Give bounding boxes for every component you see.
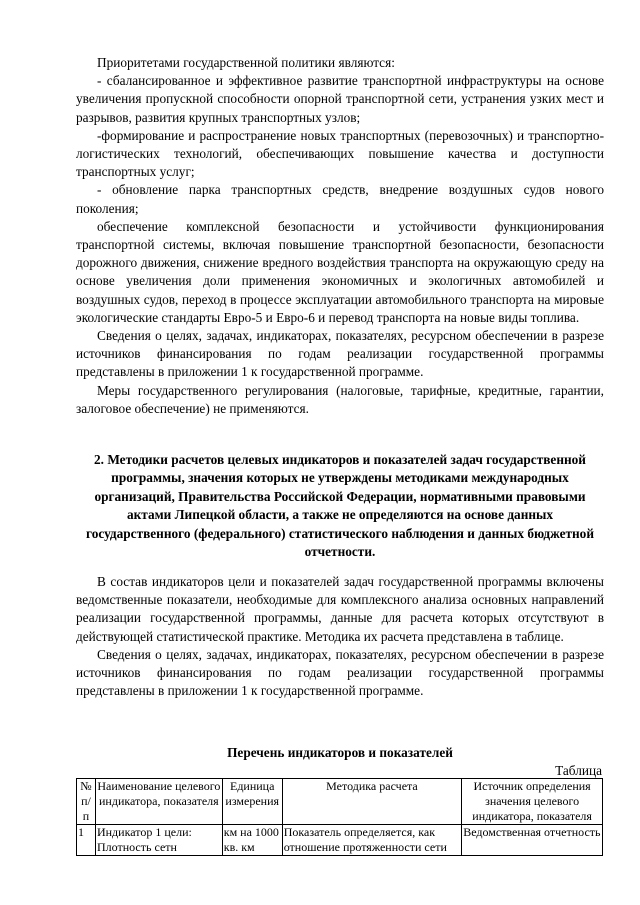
header-number: № п/п bbox=[77, 779, 96, 825]
paragraph: - сбалансированное и эффективное развитие транспортной инфраструктуры на основе увеличения пропускной способности опорной транспортной сети, устранения узких мест и разрывов, развития крупных транспортных узлов; bbox=[76, 73, 604, 125]
table-label: Таблица bbox=[555, 763, 602, 778]
methodology-section bbox=[76, 573, 604, 700]
header-unit: Единица измерения bbox=[222, 779, 282, 825]
header-source: Источник определения значения целевого индикатора, показателя bbox=[462, 779, 603, 825]
table-title: Перечень индикаторов и показателей bbox=[227, 745, 453, 760]
header-name: Наименование целевого индикатора, показателя bbox=[95, 779, 222, 825]
paragraph: Сведения о целях, задачах, индикаторах, показателях, ресурсном обеспечении в разрезе источников финансирования по годам реализации государственной программы представлены в приложении 1 к государственной программе. bbox=[76, 328, 604, 380]
priorities-section bbox=[76, 54, 604, 418]
cell-name: Индикатор 1 цели: Плотность сетн bbox=[95, 825, 222, 856]
section-heading: 2. Методики расчетов целевых индикаторов и показателей задач государственной программы, значения которых не утверждены методиками международных организаций, Правительства Российской Федерации, нормативными правовыми актами Липецкой области, а также не определяются на основе данных государственного (федерального) статистического наблюдения и данных бюджетной отчетности. bbox=[86, 452, 594, 560]
cell-source: Ведомственная отчетность bbox=[462, 825, 603, 856]
paragraph: - обновление парка транспортных средств, внедрение воздушных судов нового поколения; bbox=[76, 182, 604, 216]
table-header-row bbox=[77, 779, 603, 825]
paragraph: Меры государственного регулирования (налоговые, тарифные, кредитные, гарантии, залоговое обеспечение) не применяются. bbox=[76, 382, 604, 416]
paragraph: Приоритетами государственной политики являются: bbox=[97, 55, 395, 70]
paragraph: -формирование и распространение новых транспортных (перевозочных) и транспортно-логистических технологий, обеспечивающих повышение качества и доступности транспортных услуг; bbox=[76, 127, 604, 180]
table-row bbox=[77, 825, 603, 856]
paragraph: В состав индикаторов цели и показателей задач государственной программы включены ведомственные показатели, необходимые для комплексного анализа основных направлений реализации государственной программы, данные для расчета которых отсутствуют в действующей статистической практике. Методика их расчета представлена в таблице. bbox=[76, 574, 604, 644]
paragraph: Сведения о целях, задачах, индикаторах, показателях, ресурсном обеспечении в разрезе источников финансирования по годам реализации государственной программы представлены в приложении 1 к государственной программе. bbox=[76, 646, 604, 699]
indicators-table bbox=[76, 778, 603, 856]
paragraph: обеспечение комплексной безопасности и устойчивости функционирования транспортной системы, включая повышение транспортной безопасности, безопасности дорожного движения, снижение вредного воздействия транспорта на окружающую среду на основе увеличения доли применения экономичных и экологичных автомобилей и воздушных судов, переход в процессе эксплуатации автомобильного транспорта на мировые экологические стандарты Евро-5 и Евро-6 и перевод транспорта на новые виды топлива. bbox=[76, 218, 604, 325]
cell-number: 1 bbox=[77, 825, 96, 856]
header-method: Методика расчета bbox=[282, 779, 462, 825]
cell-unit: км на 1000 кв. км bbox=[222, 825, 282, 856]
cell-method: Показатель определяется, как отношение протяженности сети bbox=[282, 825, 462, 856]
